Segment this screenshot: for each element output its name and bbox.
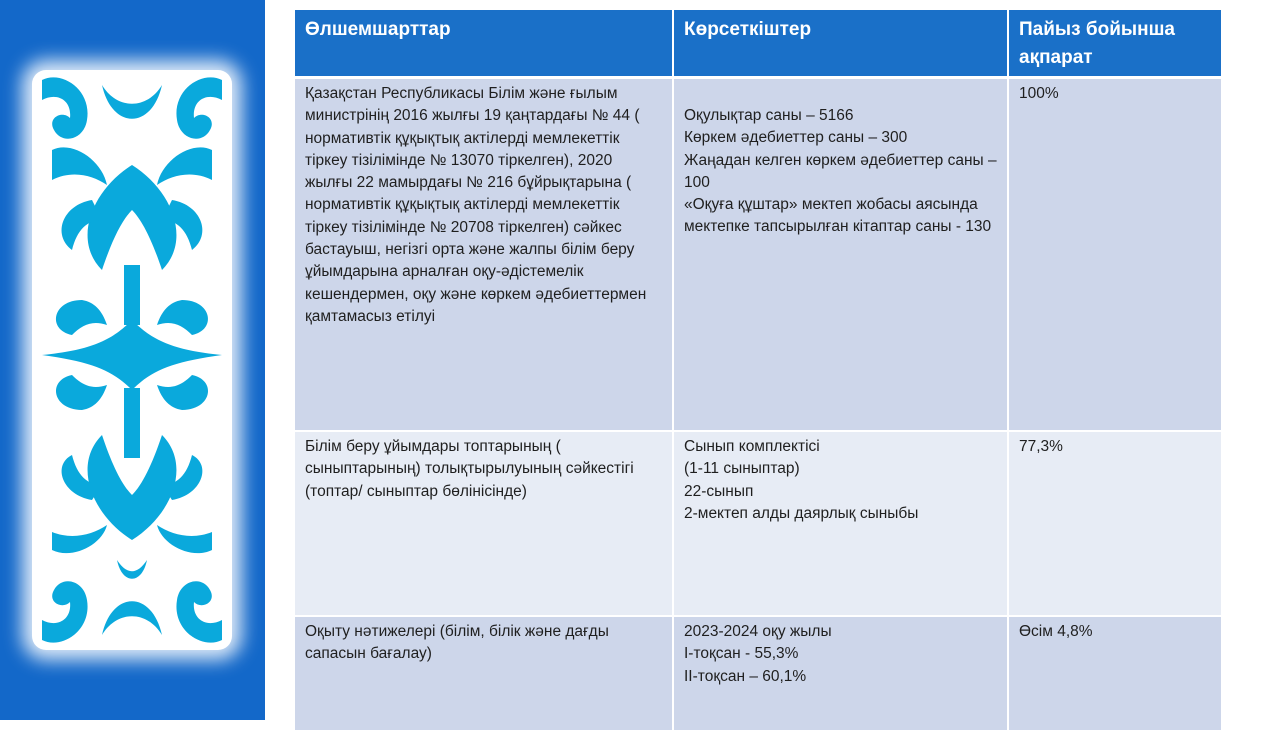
indicator-line: 2023-2024 оқу жылы <box>684 623 832 640</box>
indicator-line: ІІ-тоқсан – 60,1% <box>684 667 807 685</box>
table-row <box>295 78 1221 432</box>
indicator-line: 22-сынып <box>684 482 754 500</box>
criteria-cell: Оқыту нәтижелері (білім, білік және дағды сапасын бағалау) <box>295 616 673 731</box>
table-row <box>295 616 1221 731</box>
ornament-icon <box>32 70 232 650</box>
indicators-cell <box>673 431 1008 616</box>
table-row <box>295 431 1221 616</box>
indicator-line: І-тоқсан - 55,3% <box>684 645 799 663</box>
indicators-cell <box>673 616 1008 731</box>
criteria-cell: Қазақстан Республикасы Білім және ғылым министрінің 2016 жылғы 19 қаңтардағы № 44 ( нормативтік құқықтық актілерді мемлекеттік тіркеу тізілімінде № 13070 тіркелген), 2020 жылғы 22 мамырдағы № 216 бұйрықтарына ( нормативтік құқықтық актілерді мемлекеттік тіркеу тізілімінде № 20708 тіркелген) сәйкес бастауыш, негізгі орта және жалпы білім беру ұйымдарына арналған оқу-әдістемелік кешендермен, оқу және көркем әдебиеттермен қамтамасыз етілуі <box>295 78 673 432</box>
header-percent: Пайыз бойынша ақпарат <box>1008 10 1221 78</box>
side-panel <box>0 0 265 720</box>
header-indicators: Көрсеткіштер <box>673 10 1008 78</box>
criteria-table <box>295 10 1221 732</box>
header-criteria: Өлшемшарттар <box>295 10 673 78</box>
indicators-cell <box>673 78 1008 432</box>
percent-cell: 77,3% <box>1008 431 1221 616</box>
table-header-row <box>295 10 1221 78</box>
criteria-cell: Білім беру ұйымдары топтарының ( сыныптарының) толықтырылуының сәйкестігі (топтар/ сыныптар бөлінісінде) <box>295 431 673 616</box>
indicator-line: Сынып комплектісі <box>684 438 820 455</box>
indicator-line: Оқулықтар саны – 5166 <box>684 107 854 124</box>
indicator-line: 2-мектеп алды даярлық сыныбы <box>684 504 919 522</box>
indicator-line: «Оқуға құштар» мектеп жобасы аясында мектепке тапсырылған кітаптар саны - 130 <box>684 196 992 236</box>
indicator-line: Жаңадан келген көркем әдебиеттер саны – 100 <box>684 151 997 191</box>
kazakh-ornament-image <box>32 70 232 650</box>
indicator-line: Көркем әдебиеттер саны – 300 <box>684 129 908 147</box>
percent-cell: Өсім 4,8% <box>1008 616 1221 731</box>
percent-cell: 100% <box>1008 78 1221 432</box>
indicator-line: (1-11 сыныптар) <box>684 460 800 478</box>
